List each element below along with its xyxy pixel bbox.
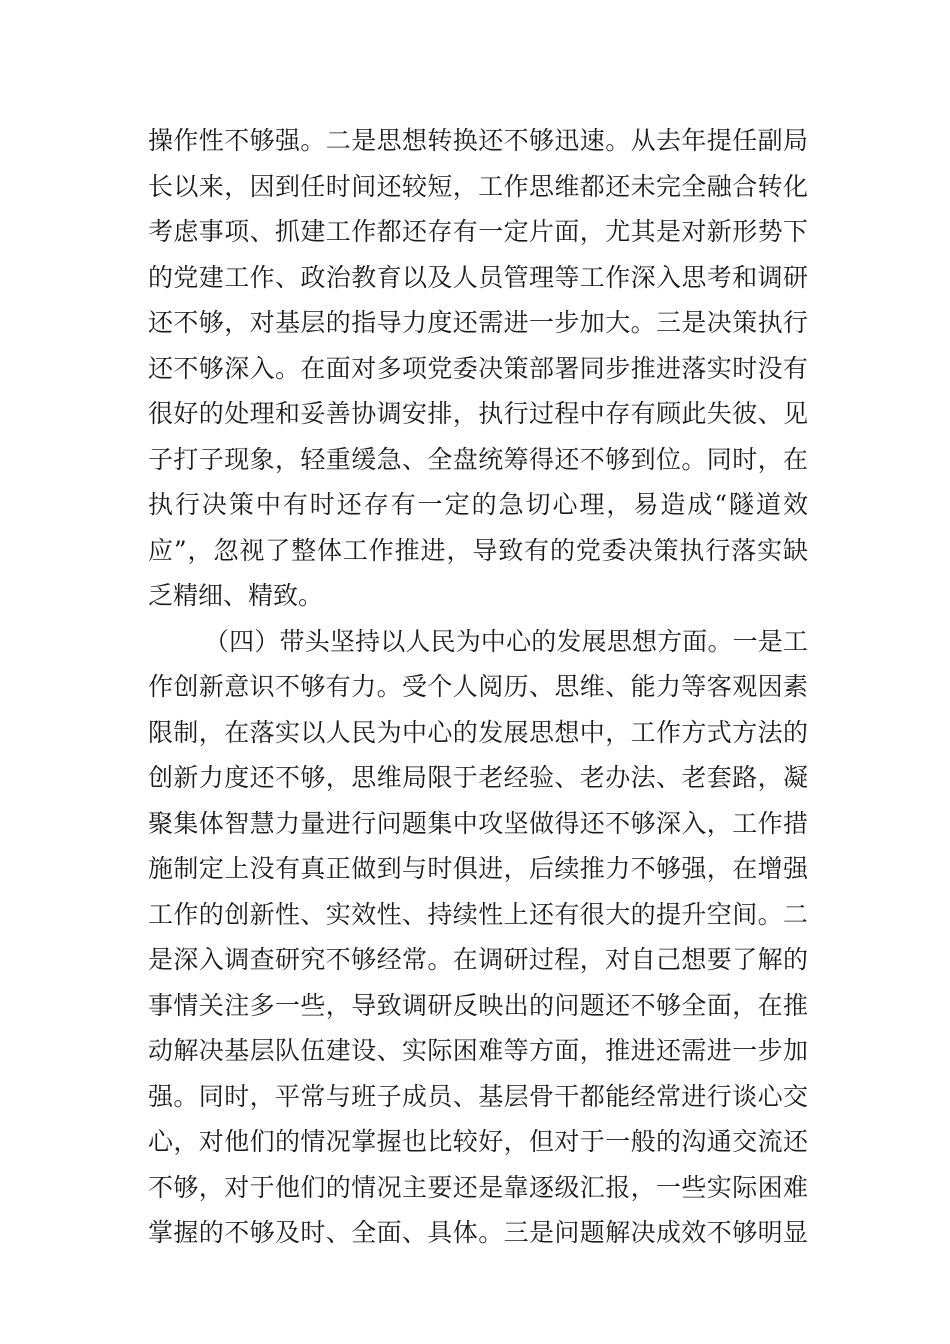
text-line: 长以来，因到任时间还较短，工作思维都还未完全融合转化 [148,171,808,201]
text-line: 作创新意识不够有力。受个人阅历、思维、能力等客观因素 [148,672,808,701]
text-line: 聚集体智慧力量进行问题集中攻坚做得还不够深入，工作措 [148,808,808,838]
text-line: 子打子现象，轻重缓急、全盘统筹得还不够到位。同时，在 [148,444,808,474]
text-line: 应”，忽视了整体工作推进，导致有的党委决策执行落实缺 [148,535,808,565]
text-line: 动解决基层队伍建设、实际困难等方面，推进还需进一步加 [148,1036,808,1065]
text-line: 不够，对于他们的情况主要还是靠逐级汇报，一些实际困难 [148,1172,808,1202]
text-line: 是深入调查研究不够经常。在调研过程，对自己想要了解的 [148,945,808,974]
text-line: 掌握的不够及时、全面、具体。三是问题解决成效不够明显 [148,1218,808,1247]
text-line: 执行决策中有时还存有一定的急切心理，易造成“隧道效 [148,490,808,519]
text-line: 限制，在落实以人民为中心的发展思想中，工作方式方法的 [148,717,808,747]
text-line: 乏精细、精致。 [148,581,324,610]
text-line: 还不够深入。在面对多项党委决策部署同步推进落实时没有 [148,353,808,383]
text-line: 的党建工作、政治教育以及人员管理等工作深入思考和调研 [148,262,808,292]
text-line: 强。同时，平常与班子成员、基层骨干都能经常进行谈心交 [148,1081,808,1111]
text-line: 施制定上没有真正做到与时俱进，后续推力不够强，在增强 [148,854,808,883]
text-line: 很好的处理和妥善协调安排，执行过程中存有顾此失彼、见 [148,399,808,428]
text-line: 创新力度还不够，思维局限于老经验、老办法、老套路，凝 [148,763,808,792]
section-heading-line: （四）带头坚持以人民为中心的发展思想方面。一是工 [204,626,808,656]
text-line: 事情关注多一些，导致调研反映出的问题还不够全面，在推 [148,990,808,1020]
text-line: 考虑事项、抓建工作都还存有一定片面，尤其是对新形势下 [148,217,808,246]
text-line: 心，对他们的情况掌握也比较好，但对于一般的沟通交流还 [148,1127,808,1156]
body-text [148,118,808,1256]
text-line: 还不够，对基层的指导力度还需进一步加大。三是决策执行 [148,308,808,337]
text-line: 工作的创新性、实效性、持续性上还有很大的提升空间。二 [148,899,808,929]
text-line: 操作性不够强。二是思想转换还不够迅速。从去年提任副局 [148,126,808,155]
